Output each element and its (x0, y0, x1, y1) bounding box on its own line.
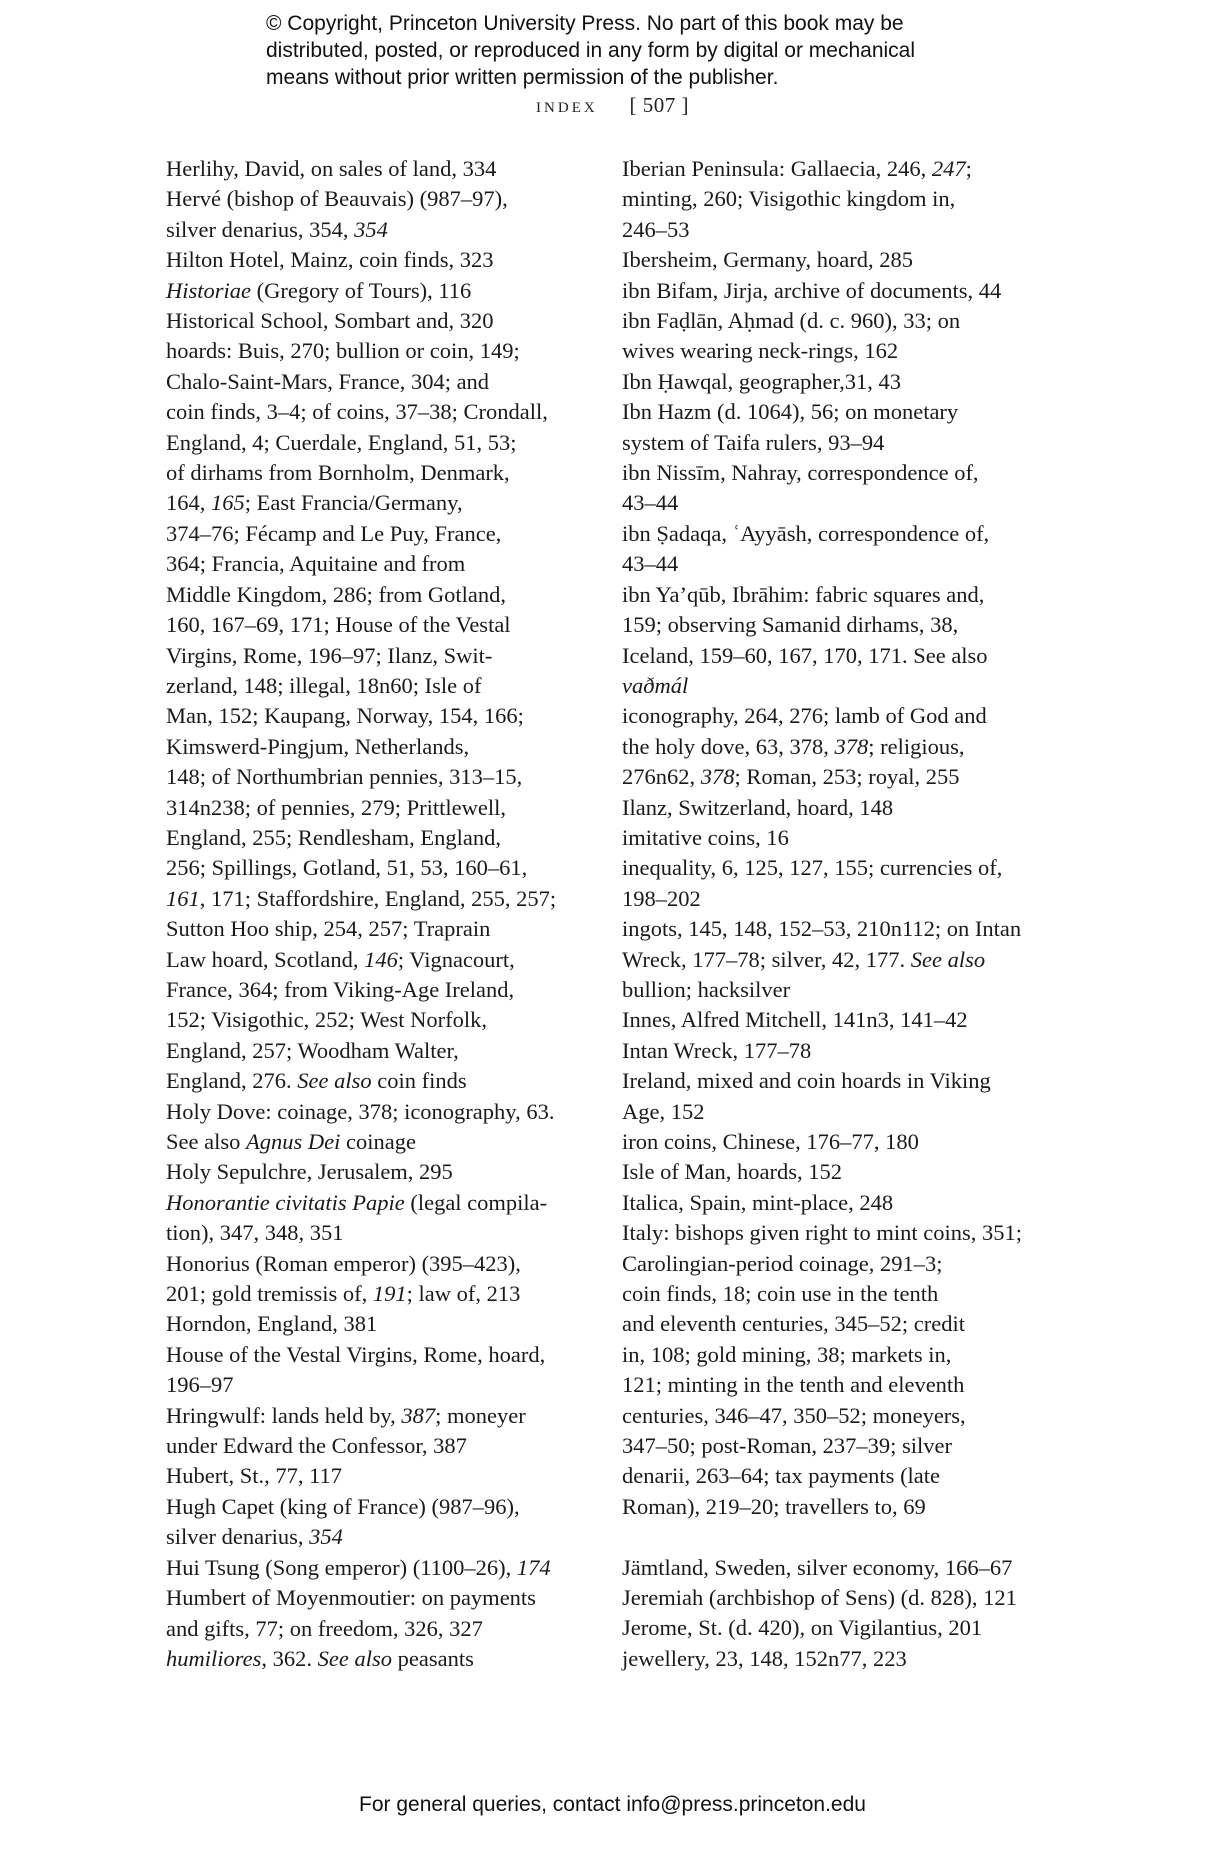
index-entry-line: 246–53 (622, 216, 690, 242)
index-entry-line: Kimswerd-Pingjum, Netherlands, (166, 733, 470, 759)
index-entry-line: 276n62, 378; Roman, 253; royal, 255 (622, 764, 960, 790)
index-entry (622, 397, 1042, 458)
index-column-right (622, 154, 1042, 1674)
index-entry (622, 853, 1042, 914)
index-entry (166, 1461, 586, 1491)
index-entry-line: system of Taifa rulers, 93–94 (622, 429, 885, 455)
index-entry-line: inequality, 6, 125, 127, 155; currencies of, (622, 855, 1003, 881)
index-entry-line: Jämtland, Sweden, silver economy, 166–67 (622, 1554, 1013, 1580)
index-entry-line: Law hoard, Scotland, 146; Vignacourt, (166, 946, 515, 972)
index-entry-line: coin finds, 3–4; of coins, 37–38; Crondall, (166, 399, 548, 425)
index-entry (622, 1036, 1042, 1066)
index-entry-line: jewellery, 23, 148, 152n77, 223 (622, 1645, 907, 1671)
index-entry-line: Carolingian-period coinage, 291–3; (622, 1250, 943, 1276)
index-entry-line: 152; Visigothic, 252; West Norfolk, (166, 1007, 487, 1033)
index-entry (622, 1644, 1042, 1674)
index-entry-line: under Edward the Confessor, 387 (166, 1433, 467, 1459)
index-entry-line: 256; Spillings, Gotland, 51, 53, 160–61, (166, 855, 528, 881)
index-entry-line: Ilanz, Switzerland, hoard, 148 (622, 794, 894, 820)
page-number: [ 507 ] (629, 93, 689, 117)
index-entry-line: House of the Vestal Virgins, Rome, hoard, (166, 1341, 546, 1367)
index-entry-line: Hringwulf: lands held by, 387; moneyer (166, 1402, 526, 1428)
footer-contact: For general queries, contact info@press.princeton.edu (359, 1793, 866, 1816)
index-entry (622, 1218, 1042, 1522)
index-entry (622, 914, 1042, 1005)
copyright-notice (266, 10, 1026, 91)
index-entry-line: Hilton Hotel, Mainz, coin finds, 323 (166, 247, 494, 273)
index-entry (166, 276, 586, 306)
copyright-line: © Copyright, Princeton University Press. No part of this book may be (266, 12, 904, 35)
index-entry-line: Historical School, Sombart and, 320 (166, 308, 494, 334)
index-entry (622, 458, 1042, 519)
index-entry-line: 196–97 (166, 1372, 234, 1398)
index-entry-line: 161, 171; Staffordshire, England, 255, 257; (166, 885, 557, 911)
index-entry-line: Honorantie civitatis Papie (legal compila- (166, 1189, 548, 1215)
index-entry-line: Herlihy, David, on sales of land, 334 (166, 156, 497, 181)
index-entry-line: Historiae (Gregory of Tours), 116 (166, 277, 472, 303)
index-entry-line: Virgins, Rome, 196–97; Ilanz, Swit- (166, 642, 493, 668)
index-entry (166, 336, 586, 1096)
index-entry-line: tion), 347, 348, 351 (166, 1220, 344, 1246)
index-entry-line: Hervé (bishop of Beauvais) (987–97), (166, 186, 508, 212)
index-entry-line: Man, 152; Kaupang, Norway, 154, 166; (166, 703, 524, 729)
index-entry-line: England, 4; Cuerdale, England, 51, 53; (166, 429, 517, 455)
running-head (0, 93, 1225, 118)
index-entry (166, 184, 586, 245)
index-entry (166, 1097, 586, 1158)
index-entry-line: France, 364; from Viking-Age Ireland, (166, 976, 515, 1002)
index-entry-line: England, 276. See also coin finds (166, 1068, 467, 1094)
index-entry-line: Roman), 219–20; travellers to, 69 (622, 1493, 926, 1519)
index-entry-line: Innes, Alfred Mitchell, 141n3, 141–42 (622, 1007, 968, 1033)
index-entry (166, 154, 586, 184)
index-entry-line: Holy Sepulchre, Jerusalem, 295 (166, 1159, 453, 1185)
index-entry-line: Humbert of Moyenmoutier: on payments (166, 1585, 536, 1611)
index-entry (166, 1249, 586, 1310)
index-entry-line: hoards: Buis, 270; bullion or coin, 149; (166, 338, 520, 364)
index-entry (166, 1309, 586, 1339)
index-entry-line: Hubert, St., 77, 117 (166, 1463, 343, 1489)
index-entry-line: 374–76; Fécamp and Le Puy, France, (166, 520, 502, 546)
index-entry (166, 1188, 586, 1249)
index-entry-line: 121; minting in the tenth and eleventh (622, 1372, 965, 1398)
index-entry (622, 1553, 1042, 1583)
index-entry-line: 160, 167–69, 171; House of the Vestal (166, 612, 511, 638)
index-entry (166, 1644, 586, 1674)
index-entry-line: ingots, 145, 148, 152–53, 210n112; on Intan (622, 916, 1022, 942)
index-entry (622, 1127, 1042, 1157)
index-entry (622, 580, 1042, 641)
index-entry-line: bullion; hacksilver (622, 976, 791, 1002)
index-entry-line: Ibersheim, Germany, hoard, 285 (622, 247, 913, 273)
index-entry-line: Ibn Hazm (d. 1064), 56; on monetary (622, 399, 959, 425)
index-entry-line: See also Agnus Dei coinage (166, 1129, 416, 1154)
index-entry-line: England, 255; Rendlesham, England, (166, 824, 501, 850)
index-entry-line: and gifts, 77; on freedom, 326, 327 (166, 1615, 483, 1641)
index-entry (166, 1340, 586, 1401)
index-entry-line: wives wearing neck-rings, 162 (622, 338, 899, 364)
index-entry (622, 367, 1042, 397)
index-entry-line: silver denarius, 354 (166, 1524, 343, 1550)
index-entry-line: England, 257; Woodham Walter, (166, 1037, 459, 1063)
running-head-title: index (536, 93, 598, 117)
copyright-line: means without prior written permission of the publisher. (266, 66, 779, 89)
index-entry (622, 245, 1042, 275)
index-entry-line: Holy Dove: coinage, 378; iconography, 63. (166, 1098, 555, 1124)
index-entry-line: iron coins, Chinese, 176–77, 180 (622, 1129, 919, 1154)
index-entry-line: Middle Kingdom, 286; from Gotland, (166, 581, 506, 607)
index-entry-line: 347–50; post-Roman, 237–39; silver (622, 1433, 952, 1459)
index-entry (622, 1005, 1042, 1035)
index-entry-line: Age, 152 (622, 1098, 705, 1124)
index-entry-line: Jerome, St. (d. 420), on Vigilantius, 201 (622, 1615, 983, 1641)
index-entry-line: 43–44 (622, 490, 679, 516)
index-entry-line: 314n238; of pennies, 279; Prittlewell, (166, 794, 506, 820)
index-entry (622, 519, 1042, 580)
index-entry (166, 1492, 586, 1553)
copyright-line: distributed, posted, or reproduced in any form by digital or mechanical (266, 39, 916, 62)
index-entry (622, 1613, 1042, 1643)
index-entry (166, 1583, 586, 1644)
index-entry-line: Wreck, 177–78; silver, 42, 177. See also (622, 946, 986, 972)
index-entry-line: the holy dove, 63, 378, 378; religious, (622, 733, 965, 759)
index-entry-line: 164, 165; East Francia/Germany, (166, 490, 463, 516)
index-entry (166, 306, 586, 336)
index-entry-line: iconography, 264, 276; lamb of God and (622, 703, 987, 729)
index-entry-line: of dirhams from Bornholm, Denmark, (166, 460, 510, 486)
index-column-left (166, 154, 586, 1674)
letter-group-gap (622, 1522, 1042, 1552)
index-entry (166, 1401, 586, 1462)
index-entry (622, 1583, 1042, 1613)
index-entry (166, 1553, 586, 1583)
index-entry-line: ibn Nissīm, Nahray, correspondence of, (622, 460, 979, 486)
index-entry-line: zerland, 148; illegal, 18n60; Isle of (166, 672, 482, 698)
index-entry-line: Isle of Man, hoards, 152 (622, 1159, 842, 1185)
index-entry-line: vaðmál (622, 672, 689, 698)
index-entry-line: humiliores, 362. See also peasants (166, 1645, 474, 1671)
index-entry-line: Sutton Hoo ship, 254, 257; Traprain (166, 916, 491, 942)
index-entry-line: imitative coins, 16 (622, 824, 789, 850)
index-entry-line: Horndon, England, 381 (166, 1311, 378, 1337)
index-entry-line: ibn Ya’qūb, Ibrāhim: fabric squares and, (622, 581, 985, 607)
index-entry-line: 159; observing Samanid dirhams, 38, (622, 612, 959, 638)
index-entry-line: Ireland, mixed and coin hoards in Viking (622, 1068, 991, 1094)
index-entry-line: Jeremiah (archbishop of Sens) (d. 828), 121 (622, 1585, 1017, 1611)
index-entry-line: denarii, 263–64; tax payments (late (622, 1463, 941, 1489)
index-entry (622, 641, 1042, 702)
index-entry (622, 306, 1042, 367)
index-entry (622, 1066, 1042, 1127)
index-entry-line: ibn Ṣadaqa, ʿAyyāsh, correspondence of, (622, 520, 990, 546)
index-entry-line: 43–44 (622, 551, 679, 577)
index-entry-line: coin finds, 18; coin use in the tenth (622, 1281, 939, 1307)
index-entry-line: silver denarius, 354, 354 (166, 216, 388, 242)
index-entry-line: Intan Wreck, 177–78 (622, 1037, 812, 1063)
index-entry-line: Hugh Capet (king of France) (987–96), (166, 1493, 520, 1519)
index-entry-line: Honorius (Roman emperor) (395–423), (166, 1250, 521, 1276)
index-entry-line: ibn Faḍlān, Aḥmad (d. c. 960), 33; on (622, 308, 961, 334)
index-entry-line: Iberian Peninsula: Gallaecia, 246, 247; (622, 156, 972, 181)
index-entry (622, 793, 1042, 823)
index-entry-line: 148; of Northumbrian pennies, 313–15, (166, 764, 523, 790)
index-entry (622, 276, 1042, 306)
index-entry (166, 245, 586, 275)
index-entry (622, 1188, 1042, 1218)
index-entry (622, 154, 1042, 245)
index-entry-line: 201; gold tremissis of, 191; law of, 213 (166, 1281, 521, 1307)
index-entry-line: Italica, Spain, mint-place, 248 (622, 1189, 894, 1215)
index-entry-line: in, 108; gold mining, 38; markets in, (622, 1341, 952, 1367)
index-entry-line: ibn Bifam, Jirja, archive of documents, 44 (622, 277, 1002, 303)
index-entry-line: Italy: bishops given right to mint coins, 351; (622, 1220, 1022, 1246)
index-entry (622, 823, 1042, 853)
index-entry-line: minting, 260; Visigothic kingdom in, (622, 186, 956, 212)
index-entry-line: Ibn Ḥawqal, geographer,31, 43 (622, 368, 902, 394)
index-entry (622, 701, 1042, 792)
index-entry (622, 1157, 1042, 1187)
index-entry-line: 198–202 (622, 885, 701, 911)
index-entry-line: 364; Francia, Aquitaine and from (166, 551, 466, 577)
index-entry-line: centuries, 346–47, 350–52; moneyers, (622, 1402, 966, 1428)
index-entry-line: Hui Tsung (Song emperor) (1100–26), 174 (166, 1554, 551, 1580)
index-entry-line: and eleventh centuries, 345–52; credit (622, 1311, 966, 1337)
index-entry-line: Chalo-Saint-Mars, France, 304; and (166, 368, 490, 394)
index-entry-line: Iceland, 159–60, 167, 170, 171. See also (622, 642, 988, 668)
index-entry (166, 1157, 586, 1187)
